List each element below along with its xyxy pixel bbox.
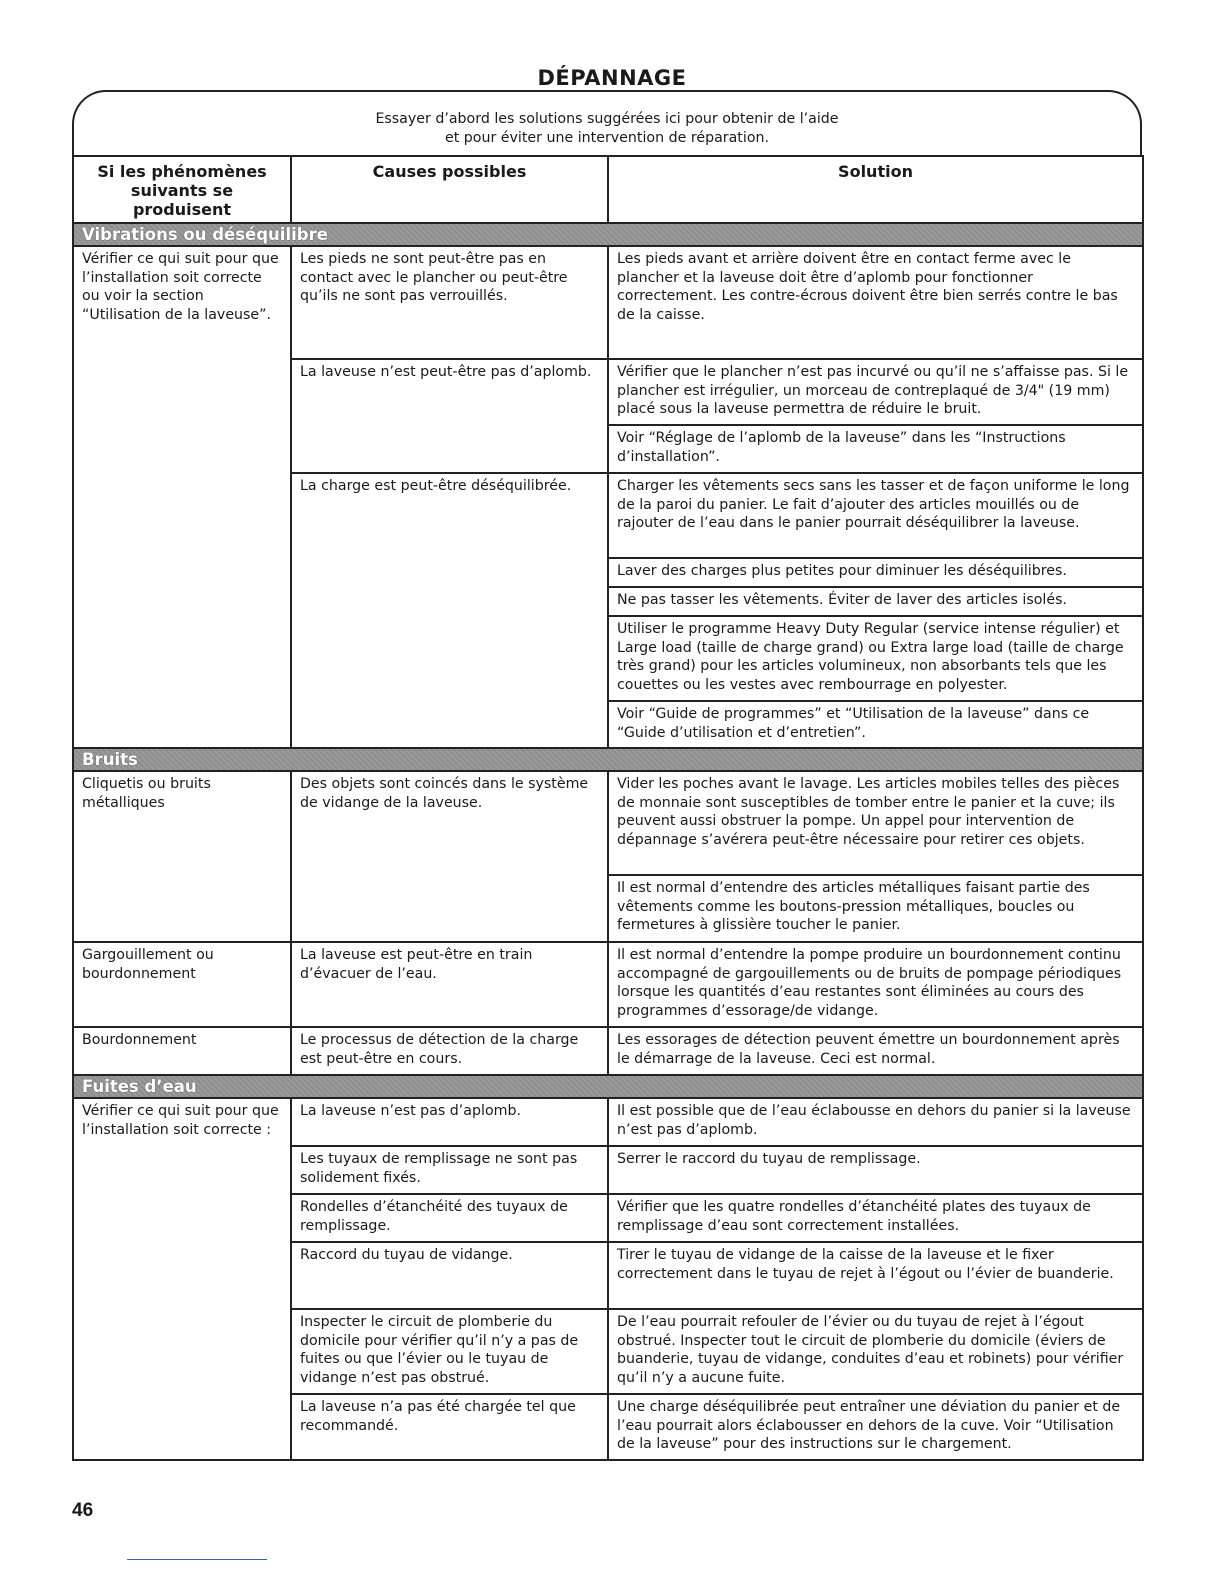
page-title: DÉPANNAGE xyxy=(537,66,687,90)
header-cause: Causes possibles xyxy=(291,156,608,223)
cause-cell: La laveuse n’est peut-être pas d’aplomb. xyxy=(291,359,608,473)
footer-rule xyxy=(127,1559,267,1560)
symptom-cell: Gargouillement ou bourdonnement xyxy=(73,942,291,1027)
cause-cell: Rondelles d’étanchéité des tuyaux de remplissage. xyxy=(291,1194,608,1242)
section-header-water-leaks xyxy=(73,1075,1143,1098)
cause-cell: Les pieds ne sont peut-être pas en contact avec le plancher ou peut-être qu’ils ne sont pas verrouillés. xyxy=(291,246,608,359)
solution-cell: Il est possible que de l’eau éclabousse en dehors du panier si la laveuse n’est pas d’aplomb. xyxy=(608,1098,1143,1146)
header-symptom-line-2: suivants se produisent xyxy=(130,181,234,219)
solution-cell: Laver des charges plus petites pour diminuer les déséquilibres. xyxy=(608,558,1143,587)
header-symptom xyxy=(73,156,291,223)
section-title: Vibrations ou déséquilibre xyxy=(73,223,1143,246)
solution-cell: Vérifier que les quatre rondelles d’étanchéité plates des tuyaux de remplissage d’eau sont correctement installées. xyxy=(608,1194,1143,1242)
solution-cell: Vider les poches avant le lavage. Les articles mobiles telles des pièces de monnaie sont susceptibles de tomber entre le panier et la cuve; ils peuvent aussi obstruer la pompe. Un appel pour intervention de dépannage s’avérera peut-être nécessaire pour retirer ces objets. xyxy=(608,771,1143,875)
table-row xyxy=(73,942,1143,1027)
solution-cell: Une charge déséquilibrée peut entraîner une déviation du panier et de l’eau pourrait alors éclabousser en dehors de la cuve. Voir “Utilisation de la laveuse” pour des instructions sur le chargement. xyxy=(608,1394,1143,1460)
cause-cell: La laveuse n’est pas d’aplomb. xyxy=(291,1098,608,1146)
cause-cell: Le processus de détection de la charge est peut-être en cours. xyxy=(291,1027,608,1075)
cause-cell: La laveuse n’a pas été chargée tel que recommandé. xyxy=(291,1394,608,1460)
solution-cell: Charger les vêtements secs sans les tasser et de façon uniforme le long de la paroi du panier. Le fait d’ajouter des articles mouillés ou de rajouter de l’eau dans le panier pourrait déséquilibrer la laveuse. xyxy=(608,473,1143,558)
page-number: 46 xyxy=(72,1500,94,1521)
cause-cell: Raccord du tuyau de vidange. xyxy=(291,1242,608,1309)
solution-cell: De l’eau pourrait refouler de l’évier ou du tuyau de rejet à l’égout obstrué. Inspecter tout le circuit de plomberie du domicile (éviers de buanderie, tuyau de vidange, conduites d’eau et robinets) pour vérifier qu’il n’y a aucune fuite. xyxy=(608,1309,1143,1394)
solution-cell: Les essorages de détection peuvent émettre un bourdonnement après le démarrage de la laveuse. Ceci est normal. xyxy=(608,1027,1143,1075)
solution-cell: Il est normal d’entendre des articles métalliques faisant partie des vêtements comme les boutons-pression métalliques, boucles ou fermetures à glissière toucher le panier. xyxy=(608,875,1143,942)
solution-cell: Utiliser le programme Heavy Duty Regular (service intense régulier) et Large load (taille de charge grand) ou Extra large load (taille de charge très grand) pour les articles volumineux, non absorbants tels que les couettes ou les vestes avec rembourrage en polyester. xyxy=(608,616,1143,701)
table-row xyxy=(73,771,1143,875)
table-row xyxy=(73,1027,1143,1075)
intro-line-1: Essayer d’abord les solutions suggérées ici pour obtenir de l’aide xyxy=(375,111,839,127)
solution-cell: Voir “Guide de programmes” et “Utilisation de la laveuse” dans ce “Guide d’utilisation et d’entretien”. xyxy=(608,701,1143,748)
troubleshooting-table xyxy=(72,155,1144,1461)
solution-cell: Voir “Réglage de l’aplomb de la laveuse” dans les “Instructions d’installation”. xyxy=(608,425,1143,473)
solution-cell: Il est normal d’entendre la pompe produire un bourdonnement continu accompagné de gargouillements ou de bruits de pompage périodiques lorsque les quantités d’eau restantes sont éliminées au cours des programmes d’essorage/de vidange. xyxy=(608,942,1143,1027)
header-symptom-line-1: Si les phénomènes xyxy=(97,162,267,181)
symptom-cell: Vérifier ce qui suit pour que l’installation soit correcte ou voir la section “Utilisation de la laveuse”. xyxy=(73,246,291,748)
cause-cell: La charge est peut-être déséquilibrée. xyxy=(291,473,608,748)
solution-cell: Ne pas tasser les vêtements. Éviter de laver des articles isolés. xyxy=(608,587,1143,616)
table-header-row xyxy=(73,156,1143,223)
section-title: Bruits xyxy=(73,748,1143,771)
cause-cell: Inspecter le circuit de plomberie du domicile pour vérifier qu’il n’y a pas de fuites ou que l’évier ou le tuyau de vidange n’est pas obstrué. xyxy=(291,1309,608,1394)
section-header-vibrations xyxy=(73,223,1143,246)
section-title: Fuites d’eau xyxy=(73,1075,1143,1098)
intro-line-2: et pour éviter une intervention de réparation. xyxy=(444,130,769,146)
section-header-noise xyxy=(73,748,1143,771)
solution-cell: Tirer le tuyau de vidange de la caisse de la laveuse et le fixer correctement dans le tuyau de rejet à l’égout ou l’évier de buanderie. xyxy=(608,1242,1143,1309)
intro-text xyxy=(72,110,1142,148)
solution-cell: Serrer le raccord du tuyau de remplissage. xyxy=(608,1146,1143,1194)
table-row xyxy=(73,246,1143,359)
cause-cell: Les tuyaux de remplissage ne sont pas solidement fixés. xyxy=(291,1146,608,1194)
symptom-cell: Vérifier ce qui suit pour que l’installation soit correcte : xyxy=(73,1098,291,1460)
cause-cell: Des objets sont coincés dans le système de vidange de la laveuse. xyxy=(291,771,608,942)
header-solution: Solution xyxy=(608,156,1143,223)
solution-cell: Vérifier que le plancher n’est pas incurvé ou qu’il ne s’affaisse pas. Si le plancher est irrégulier, un morceau de contreplaqué de 3/4" (19 mm) placé sous la laveuse permettra de réduire le bruit. xyxy=(608,359,1143,425)
symptom-cell: Bourdonnement xyxy=(73,1027,291,1075)
cause-cell: La laveuse est peut-être en train d’évacuer de l’eau. xyxy=(291,942,608,1027)
table-row xyxy=(73,1098,1143,1146)
solution-cell: Les pieds avant et arrière doivent être en contact ferme avec le plancher et la laveuse doit être d’aplomb pour fonctionner correctement. Les contre-écrous doivent être bien serrés contre le bas de la caisse. xyxy=(608,246,1143,359)
symptom-cell: Cliquetis ou bruits métalliques xyxy=(73,771,291,942)
